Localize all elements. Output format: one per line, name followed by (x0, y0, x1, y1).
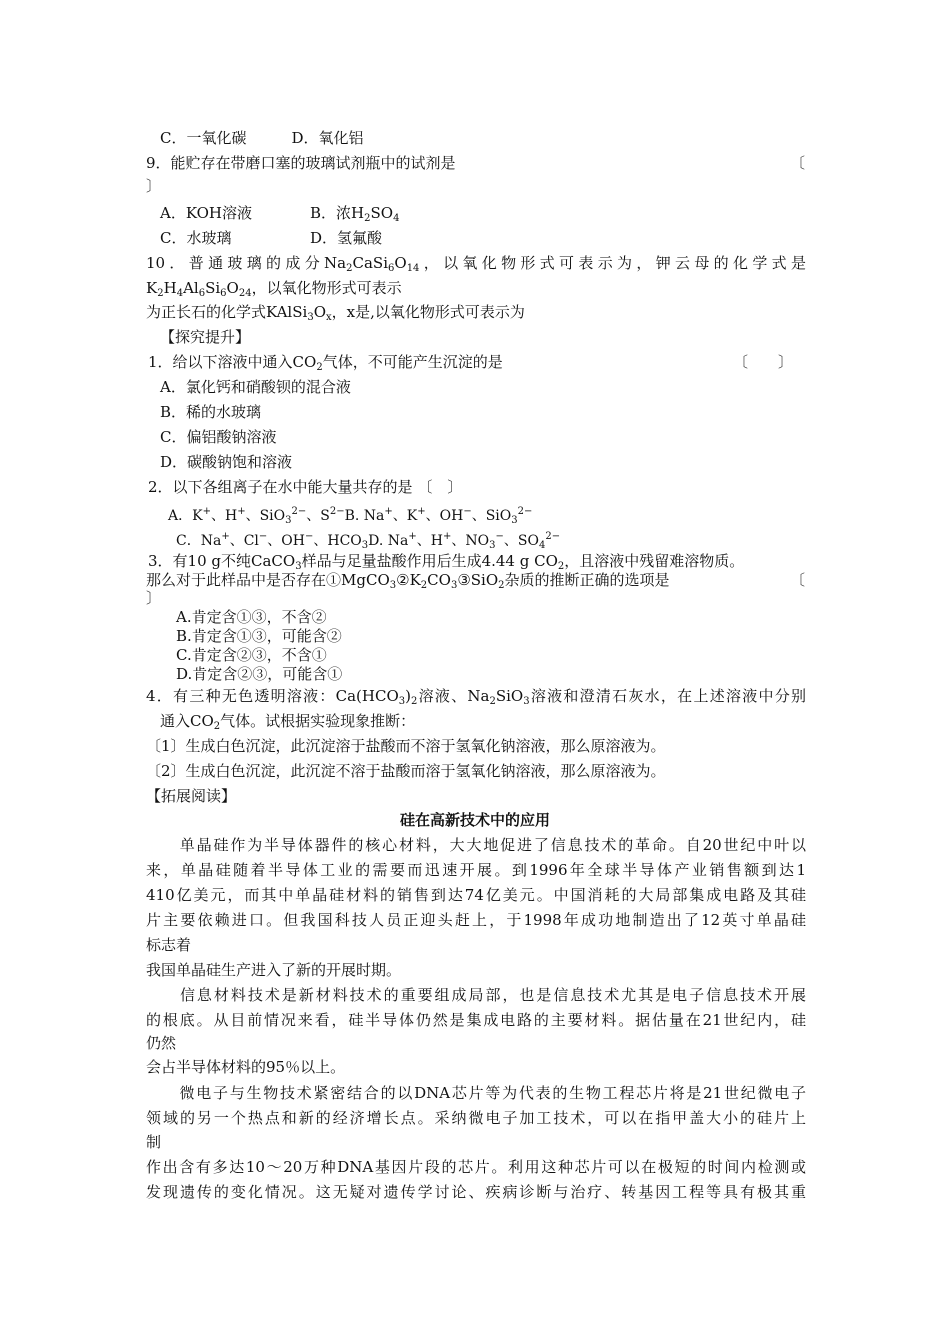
section-reading-heading: 【拓展阅读】 (146, 787, 237, 805)
e2-options-ab: A．K+、H+、SiO$_3^{2-}$、$S^{2-}B$. Na+、K+、OH−、SiO$_3^{2-}$ (168, 506, 533, 526)
article-p3-line1: 微电子与生物技术紧密结合的以DNA芯片等为代表的生物工程芯片将是21世纪微电子 (146, 1084, 806, 1102)
e4-subquestion-1: 〔1〕生成白色沉淀，此沉淀溶于盐酸而不溶于氢氧化钠溶液，那么原溶液为。 (146, 737, 666, 755)
article-p3-line5: 发现遗传的变化情况。这无疑对遗传学讨论、疾病诊断与治疗、转基因工程等具有极其重 (146, 1183, 806, 1201)
e3-option-b: B.肯定含①③，可能含② (176, 627, 342, 645)
e3-option-a: A.肯定含①③，不含② (176, 608, 327, 626)
article-p3-line3: 制 (146, 1133, 162, 1151)
e1-option-c: C．偏铝酸钠溶液 (160, 428, 277, 446)
article-p1-line6: 我国单晶硅生产进入了新的开展时期。 (146, 961, 402, 979)
article-p1-line2: 来，单晶硅随着半导体工业的需要而迅速开展。到1996年全球半导体产业销售额到达1 (146, 861, 806, 879)
article-p1-line4: 片主要依赖进口。但我国科技人员正迎头赶上，于1998年成功地制造出了12英寸单晶硅 (146, 911, 806, 929)
article-p2-line2: 的根底。从目前情况来看，硅半导体仍然是集成电路的主要材料。据估量在21世纪内，硅 (146, 1011, 806, 1029)
article-p1-line3: 410亿美元，而其中单晶硅材料的销售到达74亿美元。中国消耗的大局部集成电路及其硅 (146, 886, 806, 904)
article-p1-line5: 标志着 (146, 936, 192, 954)
article-p1-line1: 单晶硅作为半导体器件的核心材料，大大地促进了信息技术的革命。自20世纪中叶以 (146, 836, 806, 854)
q9-option-a: A．KOH溶液 (160, 204, 253, 222)
article-p3-line4: 作出含有多达10～20万种DNA基因片段的芯片。利用这种芯片可以在极短的时间内检测或 (146, 1158, 806, 1176)
e1-option-b: B．稀的水玻璃 (160, 403, 262, 421)
q9-stem: 9．能贮存在带磨口塞的玻璃试剂瓶中的试剂是 (146, 154, 456, 172)
article-p2-line1: 信息材料技术是新材料技术的重要组成局部，也是信息技术尤其是电子信息技术开展 (146, 986, 806, 1004)
section-explore-heading: 【探究提升】 (160, 328, 251, 346)
q10-line3: 为正长石的化学式$KAlSi_3O_x$，x是,以氧化物形式可表示为 (146, 303, 525, 323)
article-p3-line2: 领域的另一个热点和新的经济增长点。采纳微电子加工技术，可以在指甲盖大小的硅片上 (146, 1109, 806, 1127)
q9-bracket-open: 〔 (790, 154, 806, 172)
q9-option-b: B．浓$H_2SO_4$ (310, 204, 400, 224)
e1-stem: 1．给以下溶液中通入$CO_2$气体，不可能产生沉淀的是 (148, 353, 503, 373)
q9-bracket-close: 〕 (146, 177, 162, 195)
e3-option-c: C.肯定含②③，不含① (176, 646, 327, 664)
e1-bracket: 〔 〕 (733, 353, 794, 371)
e4-stem-line1: 4．有三种无色透明溶液：$Ca(HCO_3)_2$溶液、$Na_2SiO_3$溶液和澄清石灰水，在上述溶液中分别 (146, 687, 806, 707)
e3-bracket-close: 〕 (146, 589, 162, 607)
q8-options-cd: C．一氧化碳 D．氧化铝 (160, 129, 364, 147)
e2-options-cd: C．Na+、Cl−、OH−、$HCO_3D$. Na+、H+、$NO_3^-$、$SO_4^{2-}$ (176, 531, 561, 551)
q9-option-c: C．水玻璃 (160, 229, 232, 247)
article-title: 硅在高新技术中的应用 (399, 811, 550, 829)
article-p2-line3: 仍然 (146, 1034, 177, 1052)
q9-option-d: D．氢氟酸 (310, 229, 383, 247)
e3-bracket-open: 〔 (790, 571, 806, 589)
q10-line2: $K_2H_4Al_6Si_6O_{24}$，以氧化物形式可表示 (146, 279, 402, 299)
article-p2-line4: 会占半导体材料的95％以上。 (146, 1058, 346, 1076)
e3-option-d: D.肯定含②③，可能含① (176, 665, 343, 683)
e2-stem: 2．以下各组离子在水中能大量共存的是 〔 〕 (148, 478, 463, 496)
e1-option-a: A．氯化钙和硝酸钡的混合液 (160, 378, 351, 396)
e4-subquestion-2: 〔2〕生成白色沉淀，此沉淀不溶于盐酸而溶于氢氧化钠溶液，那么原溶液为。 (146, 762, 666, 780)
q10-line1: 10．普通玻璃的成分$Na_2CaSi_6O_{14}$，以氧化物形式可表示为，钾云母的化学式是 (146, 254, 806, 274)
e3-stem-line2: 那么对于此样品中是否存在$①MgCO_3②K_2CO_3③SiO_2$杂质的推断正确的选项是 (146, 571, 670, 591)
e4-stem-line2: 通入$CO_2$气体。试根据实验现象推断： (160, 712, 416, 732)
e1-option-d: D．碳酸钠饱和溶液 (160, 453, 293, 471)
e3-stem-line1: 3．有10 g不纯CaCO$_3$样品与足量盐酸作用后生成4.44 g $CO_2$，且溶液中残留难溶物质。 (148, 552, 745, 572)
